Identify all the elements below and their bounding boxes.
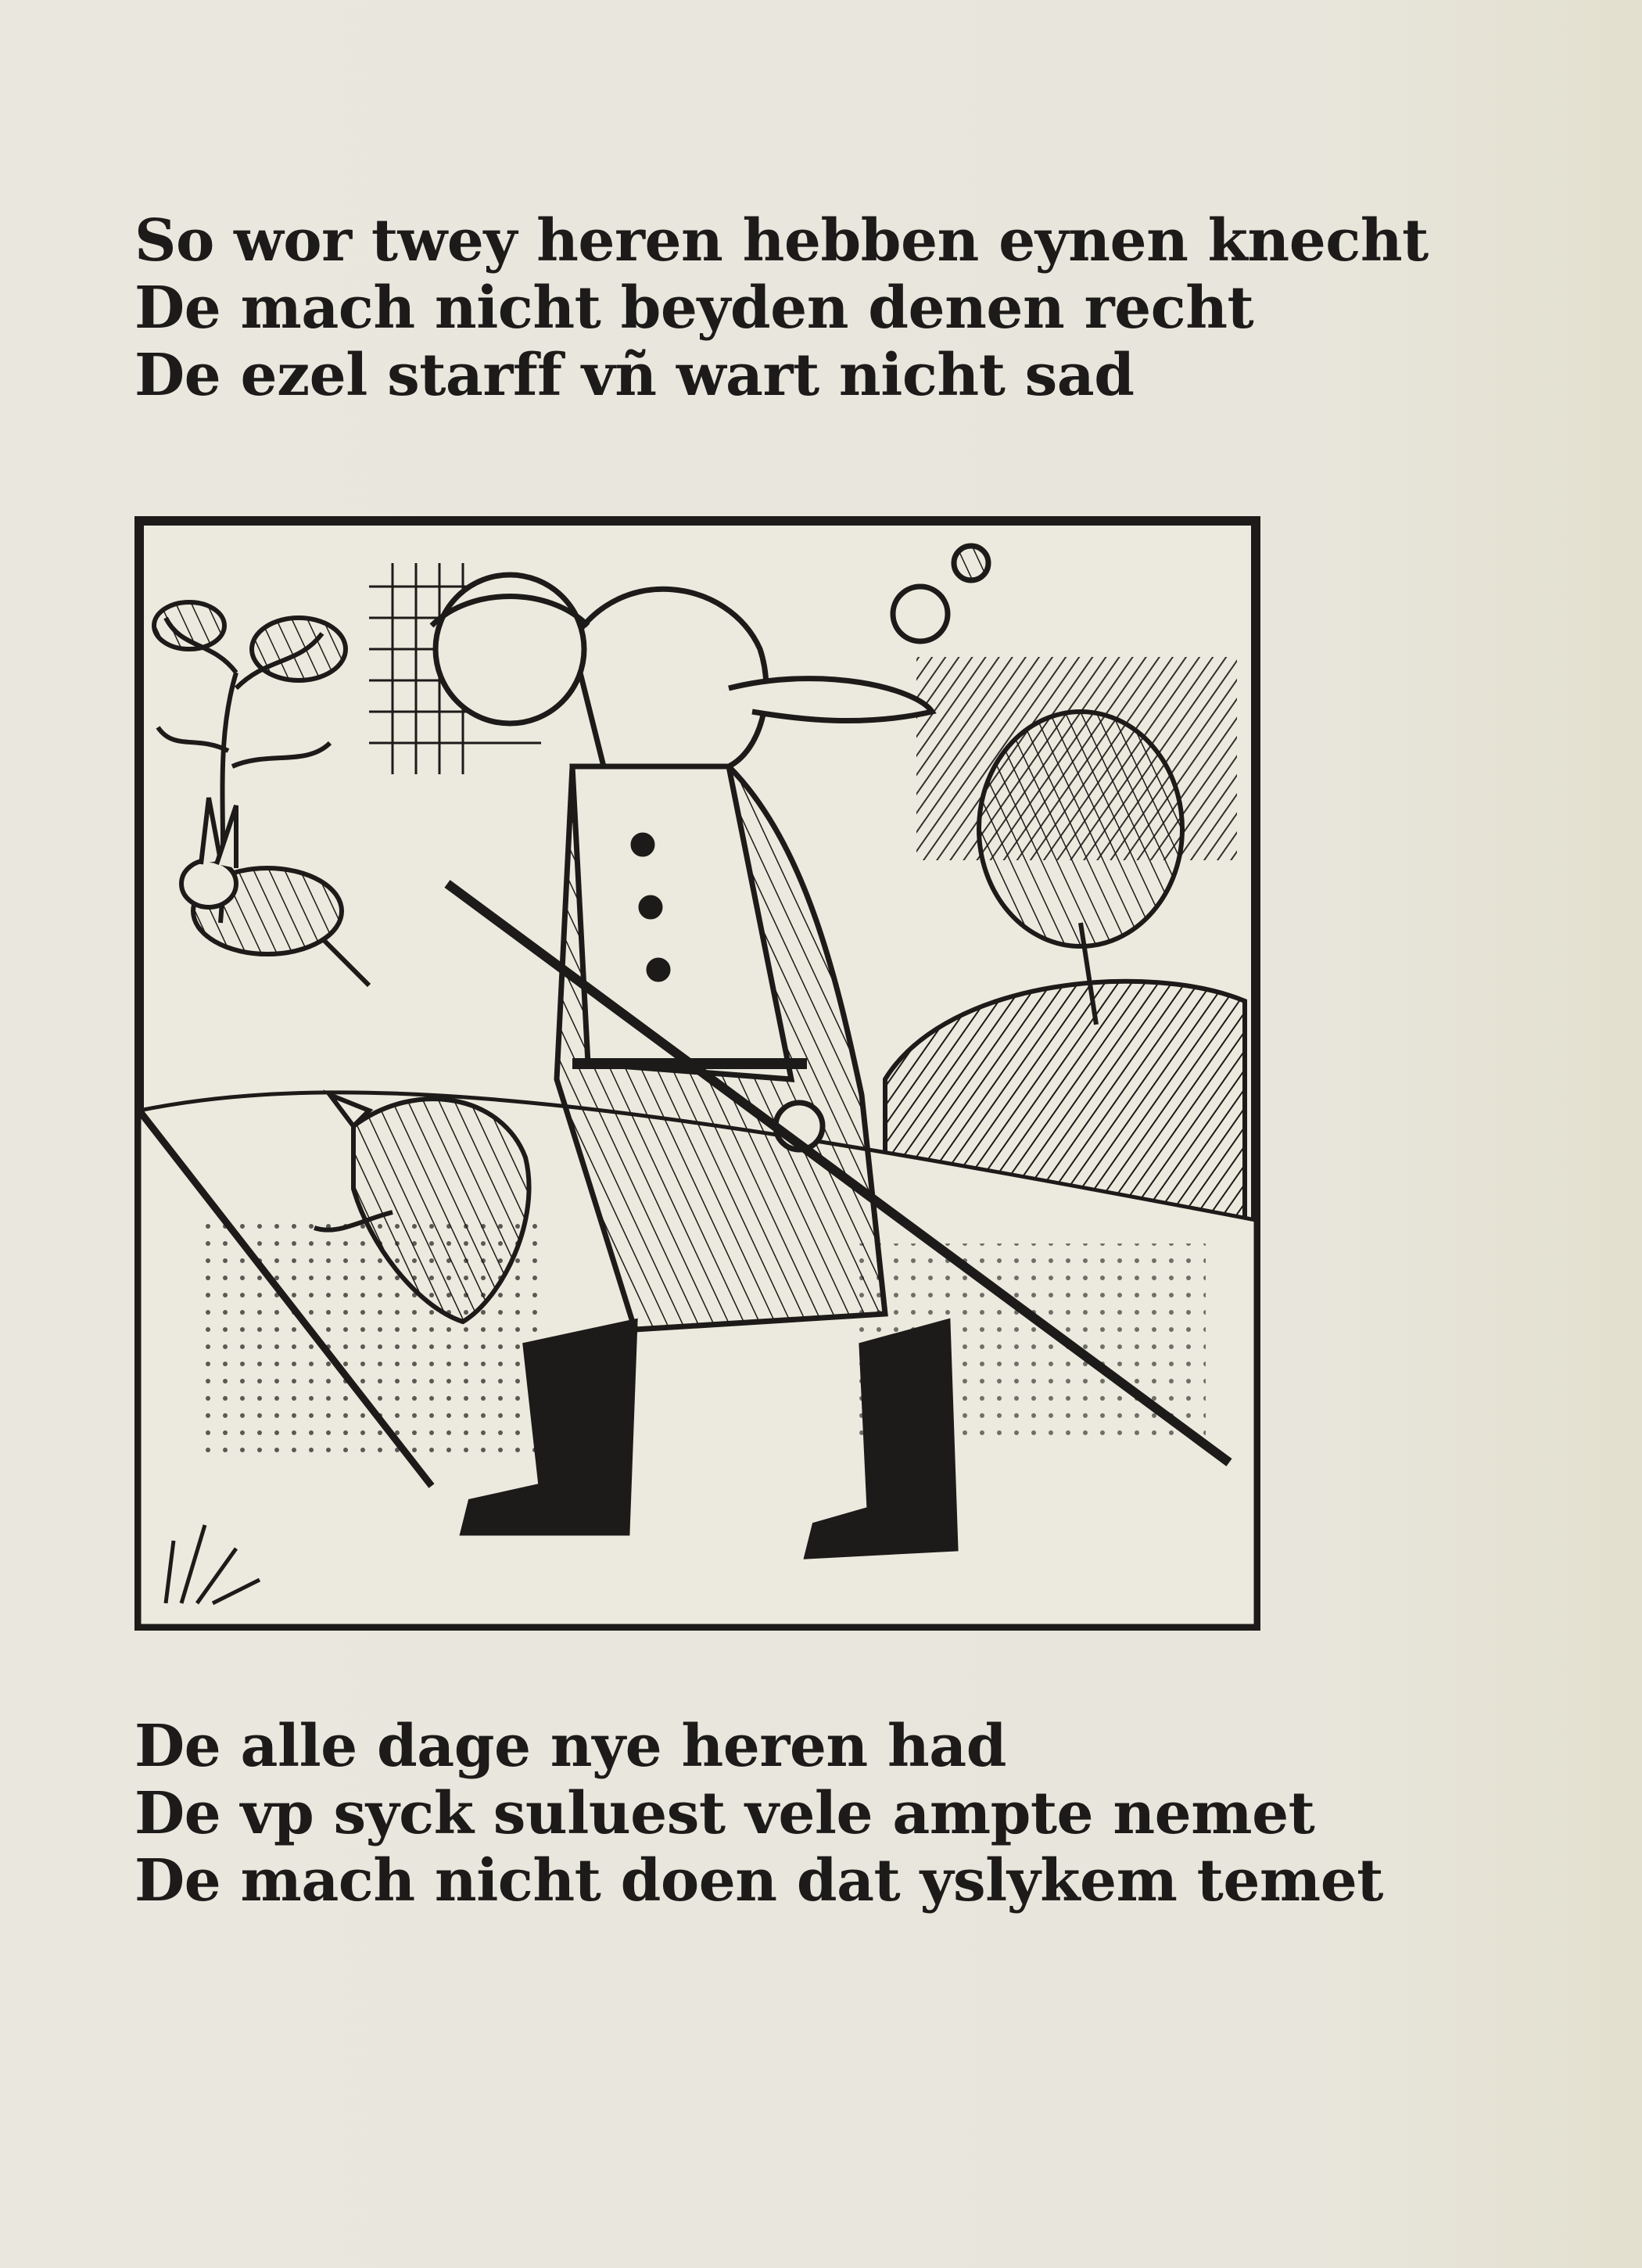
verse-line: De vp syck suluest vele ampte nemet xyxy=(134,1780,1315,1847)
verse-line: De mach nicht doen dat yslykem temet xyxy=(134,1847,1383,1915)
verse-bottom xyxy=(134,1713,1383,1915)
woodcut-illustration xyxy=(134,516,1260,1631)
verse-top xyxy=(134,207,1429,409)
verse-line: So wor twey heren hebben eynen knecht xyxy=(134,207,1429,275)
verse-line: De mach nicht beyden denen recht xyxy=(134,275,1254,342)
verse-line: De alle dage nye heren had xyxy=(134,1713,1006,1780)
verse-line: De ezel starff vñ wart nicht sad xyxy=(134,342,1135,409)
